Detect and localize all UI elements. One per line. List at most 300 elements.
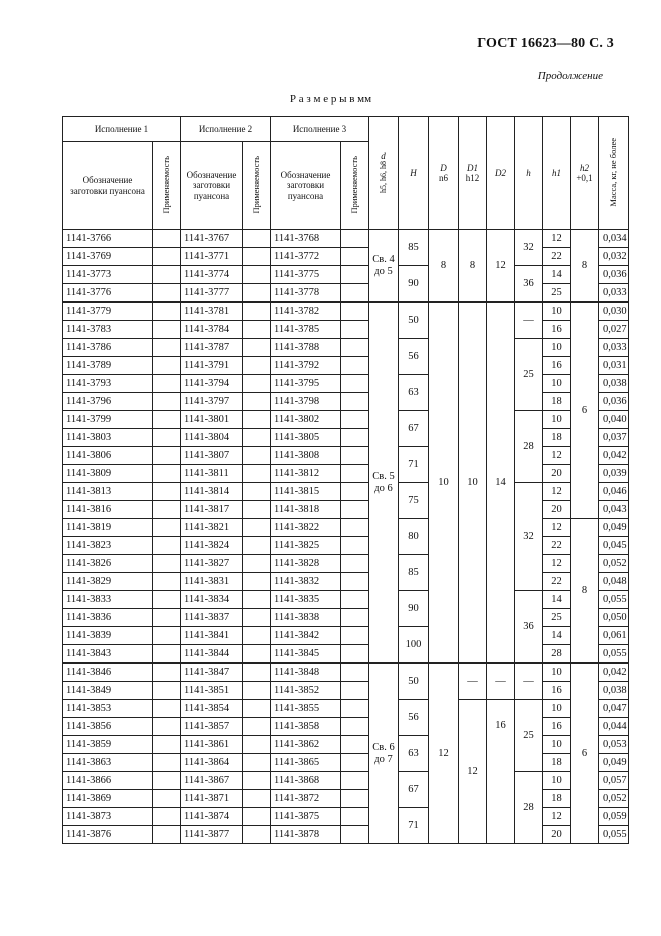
header-applicability-3 bbox=[341, 142, 369, 230]
cell-h1: 20 bbox=[543, 501, 571, 519]
table-row bbox=[63, 501, 629, 519]
cell-code-1: 1141-3796 bbox=[63, 393, 153, 411]
cell-h1: 10 bbox=[543, 411, 571, 429]
cell-applicability bbox=[153, 375, 181, 393]
header-h2-label: h2 bbox=[580, 162, 589, 173]
cell-mass: 0,052 bbox=[599, 555, 629, 573]
table-row bbox=[63, 447, 629, 465]
cell-H: 71 bbox=[399, 447, 429, 483]
header-execution-3: Исполнение 3 bbox=[271, 117, 369, 142]
cell-code-2: 1141-3834 bbox=[181, 591, 243, 609]
cell-mass: 0,042 bbox=[599, 663, 629, 682]
cell-code-2: 1141-3851 bbox=[181, 682, 243, 700]
cell-applicability bbox=[243, 790, 271, 808]
cell-code-2: 1141-3824 bbox=[181, 537, 243, 555]
cell-mass: 0,036 bbox=[599, 266, 629, 284]
cell-applicability bbox=[341, 555, 369, 573]
cell-code-2: 1141-3837 bbox=[181, 609, 243, 627]
cell-applicability bbox=[153, 573, 181, 591]
cell-h1: 20 bbox=[543, 465, 571, 483]
cell-H: 56 bbox=[399, 700, 429, 736]
cell-mass: 0,049 bbox=[599, 519, 629, 537]
table-row bbox=[63, 519, 629, 537]
cell-applicability bbox=[243, 447, 271, 465]
cell-applicability bbox=[341, 266, 369, 284]
cell-h1: 16 bbox=[543, 682, 571, 700]
cell-applicability bbox=[243, 555, 271, 573]
cell-applicability bbox=[341, 754, 369, 772]
cell-h1: 10 bbox=[543, 339, 571, 357]
cell-H: 100 bbox=[399, 627, 429, 664]
cell-mass: 0,027 bbox=[599, 321, 629, 339]
table-row bbox=[63, 645, 629, 664]
table-row bbox=[63, 591, 629, 609]
cell-h1: 10 bbox=[543, 772, 571, 790]
cell-applicability bbox=[341, 411, 369, 429]
table-row bbox=[63, 808, 629, 826]
cell-h1: 12 bbox=[543, 447, 571, 465]
header-D bbox=[429, 117, 459, 230]
cell-mass: 0,049 bbox=[599, 754, 629, 772]
cell-mass: 0,037 bbox=[599, 429, 629, 447]
cell-applicability bbox=[243, 465, 271, 483]
cell-applicability bbox=[153, 627, 181, 645]
cell-code-3: 1141-3845 bbox=[271, 645, 341, 664]
cell-applicability bbox=[153, 248, 181, 266]
cell-mass: 0,036 bbox=[599, 393, 629, 411]
cell-h: — bbox=[515, 663, 543, 700]
continuation-label: Продолжение bbox=[537, 70, 603, 82]
cell-H: 80 bbox=[399, 519, 429, 555]
cell-code-3: 1141-3812 bbox=[271, 465, 341, 483]
header-applicability-1-label: Применяемость bbox=[160, 155, 171, 214]
cell-D2: 14 bbox=[487, 302, 515, 663]
cell-D2: 16 bbox=[487, 700, 515, 844]
cell-code-2: 1141-3861 bbox=[181, 736, 243, 754]
cell-code-3: 1141-3828 bbox=[271, 555, 341, 573]
cell-H: 50 bbox=[399, 302, 429, 339]
cell-h2: 8 bbox=[571, 519, 599, 664]
cell-H: 56 bbox=[399, 339, 429, 375]
cell-code-1: 1141-3869 bbox=[63, 790, 153, 808]
header-execution-2: Исполнение 2 bbox=[181, 117, 271, 142]
cell-h1: 22 bbox=[543, 573, 571, 591]
cell-H: 85 bbox=[399, 230, 429, 266]
table-row bbox=[63, 682, 629, 700]
cell-applicability bbox=[153, 501, 181, 519]
table-row bbox=[63, 375, 629, 393]
cell-h1: 25 bbox=[543, 284, 571, 303]
table-row bbox=[63, 772, 629, 790]
cell-code-1: 1141-3809 bbox=[63, 465, 153, 483]
cell-h: 36 bbox=[515, 591, 543, 664]
cell-h1: 18 bbox=[543, 429, 571, 447]
cell-applicability bbox=[153, 266, 181, 284]
header-D2: D2 bbox=[487, 117, 515, 230]
cell-H: 71 bbox=[399, 808, 429, 844]
cell-applicability bbox=[341, 465, 369, 483]
cell-applicability bbox=[153, 411, 181, 429]
header-execution-1: Исполнение 1 bbox=[63, 117, 181, 142]
header-designation-1: Обозначение заготовки пуансона bbox=[63, 142, 153, 230]
cell-code-2: 1141-3801 bbox=[181, 411, 243, 429]
cell-code-3: 1141-3855 bbox=[271, 700, 341, 718]
cell-code-1: 1141-3859 bbox=[63, 736, 153, 754]
cell-code-1: 1141-3766 bbox=[63, 230, 153, 248]
cell-applicability bbox=[243, 321, 271, 339]
cell-code-1: 1141-3776 bbox=[63, 284, 153, 303]
cell-applicability bbox=[153, 700, 181, 718]
cell-h1: 28 bbox=[543, 645, 571, 664]
cell-h1: 16 bbox=[543, 718, 571, 736]
cell-applicability bbox=[341, 826, 369, 844]
cell-code-2: 1141-3874 bbox=[181, 808, 243, 826]
cell-applicability bbox=[341, 645, 369, 664]
cell-code-3: 1141-3838 bbox=[271, 609, 341, 627]
cell-H: 90 bbox=[399, 266, 429, 303]
cell-h1: 18 bbox=[543, 790, 571, 808]
cell-applicability bbox=[153, 447, 181, 465]
header-designation-2: Обозначение заготовки пуансона bbox=[181, 142, 243, 230]
cell-h: — bbox=[515, 302, 543, 339]
cell-mass: 0,044 bbox=[599, 718, 629, 736]
table-row bbox=[63, 266, 629, 284]
cell-applicability bbox=[153, 718, 181, 736]
cell-h1: 10 bbox=[543, 700, 571, 718]
cell-code-2: 1141-3804 bbox=[181, 429, 243, 447]
cell-applicability bbox=[341, 790, 369, 808]
cell-mass: 0,048 bbox=[599, 573, 629, 591]
cell-code-1: 1141-3819 bbox=[63, 519, 153, 537]
cell-code-2: 1141-3794 bbox=[181, 375, 243, 393]
cell-mass: 0,033 bbox=[599, 339, 629, 357]
cell-code-1: 1141-3856 bbox=[63, 718, 153, 736]
table-row bbox=[63, 609, 629, 627]
cell-code-3: 1141-3862 bbox=[271, 736, 341, 754]
cell-applicability bbox=[153, 393, 181, 411]
cell-h: 32 bbox=[515, 483, 543, 591]
cell-code-2: 1141-3777 bbox=[181, 284, 243, 303]
header-applicability-1 bbox=[153, 142, 181, 230]
header-H: H bbox=[399, 117, 429, 230]
cell-D2: 12 bbox=[487, 230, 515, 303]
cell-applicability bbox=[341, 429, 369, 447]
cell-h1: 20 bbox=[543, 826, 571, 844]
table-row bbox=[63, 357, 629, 375]
cell-H: 63 bbox=[399, 736, 429, 772]
cell-h2: 8 bbox=[571, 230, 599, 303]
cell-h2: 6 bbox=[571, 302, 599, 519]
cell-applicability bbox=[243, 537, 271, 555]
cell-code-3: 1141-3792 bbox=[271, 357, 341, 375]
cell-H: 90 bbox=[399, 591, 429, 627]
cell-applicability bbox=[153, 790, 181, 808]
cell-applicability bbox=[243, 284, 271, 303]
cell-code-3: 1141-3818 bbox=[271, 501, 341, 519]
cell-applicability bbox=[341, 321, 369, 339]
cell-code-2: 1141-3814 bbox=[181, 483, 243, 501]
cell-code-3: 1141-3808 bbox=[271, 447, 341, 465]
cell-code-3: 1141-3868 bbox=[271, 772, 341, 790]
cell-applicability bbox=[153, 321, 181, 339]
table-row bbox=[63, 230, 629, 248]
cell-applicability bbox=[153, 609, 181, 627]
cell-code-3: 1141-3772 bbox=[271, 248, 341, 266]
cell-h1: 12 bbox=[543, 555, 571, 573]
cell-applicability bbox=[243, 357, 271, 375]
cell-applicability bbox=[243, 718, 271, 736]
cell-applicability bbox=[341, 483, 369, 501]
cell-mass: 0,033 bbox=[599, 284, 629, 303]
table-row bbox=[63, 718, 629, 736]
table-row bbox=[63, 573, 629, 591]
cell-code-1: 1141-3836 bbox=[63, 609, 153, 627]
table-row bbox=[63, 826, 629, 844]
cell-D: 12 bbox=[429, 663, 459, 844]
cell-code-2: 1141-3781 bbox=[181, 302, 243, 321]
cell-mass: 0,032 bbox=[599, 248, 629, 266]
cell-H: 50 bbox=[399, 663, 429, 700]
cell-code-3: 1141-3858 bbox=[271, 718, 341, 736]
cell-mass: 0,059 bbox=[599, 808, 629, 826]
cell-H: 63 bbox=[399, 375, 429, 411]
cell-code-1: 1141-3793 bbox=[63, 375, 153, 393]
cell-mass: 0,038 bbox=[599, 375, 629, 393]
cell-h1: 16 bbox=[543, 321, 571, 339]
cell-h1: 18 bbox=[543, 754, 571, 772]
header-h: h bbox=[515, 117, 543, 230]
cell-h1: 25 bbox=[543, 609, 571, 627]
cell-applicability bbox=[243, 411, 271, 429]
table-row bbox=[63, 248, 629, 266]
cell-applicability bbox=[153, 736, 181, 754]
cell-applicability bbox=[153, 682, 181, 700]
cell-code-1: 1141-3803 bbox=[63, 429, 153, 447]
cell-applicability bbox=[341, 447, 369, 465]
cell-h1: 10 bbox=[543, 302, 571, 321]
cell-H: 67 bbox=[399, 772, 429, 808]
header-h2-tolerance: +0,1 bbox=[576, 173, 593, 183]
cell-applicability bbox=[153, 284, 181, 303]
cell-applicability bbox=[243, 519, 271, 537]
cell-code-2: 1141-3774 bbox=[181, 266, 243, 284]
cell-mass: 0,050 bbox=[599, 609, 629, 627]
header-d bbox=[369, 117, 399, 230]
table-row bbox=[63, 736, 629, 754]
cell-mass: 0,045 bbox=[599, 537, 629, 555]
cell-h: 32 bbox=[515, 230, 543, 266]
cell-mass: 0,055 bbox=[599, 645, 629, 664]
cell-code-2: 1141-3817 bbox=[181, 501, 243, 519]
cell-h: 25 bbox=[515, 700, 543, 772]
header-mass-label: Масса, кг, не более bbox=[607, 137, 618, 207]
cell-applicability bbox=[243, 483, 271, 501]
cell-code-3: 1141-3795 bbox=[271, 375, 341, 393]
cell-h1: 14 bbox=[543, 591, 571, 609]
cell-code-3: 1141-3775 bbox=[271, 266, 341, 284]
cell-applicability bbox=[341, 284, 369, 303]
cell-applicability bbox=[243, 700, 271, 718]
cell-code-3: 1141-3788 bbox=[271, 339, 341, 357]
cell-code-2: 1141-3871 bbox=[181, 790, 243, 808]
cell-code-1: 1141-3853 bbox=[63, 700, 153, 718]
cell-code-2: 1141-3807 bbox=[181, 447, 243, 465]
cell-code-2: 1141-3811 bbox=[181, 465, 243, 483]
cell-D: 8 bbox=[429, 230, 459, 303]
cell-code-1: 1141-3806 bbox=[63, 447, 153, 465]
cell-applicability bbox=[341, 627, 369, 645]
cell-code-1: 1141-3843 bbox=[63, 645, 153, 664]
cell-d: Св. 6 до 7 bbox=[369, 663, 399, 844]
cell-applicability bbox=[243, 736, 271, 754]
cell-applicability bbox=[243, 429, 271, 447]
cell-code-1: 1141-3813 bbox=[63, 483, 153, 501]
cell-code-1: 1141-3816 bbox=[63, 501, 153, 519]
header-applicability-2-label: Применяемость bbox=[250, 155, 261, 214]
cell-applicability bbox=[243, 230, 271, 248]
cell-applicability bbox=[341, 682, 369, 700]
cell-applicability bbox=[153, 230, 181, 248]
cell-d: Св. 4 до 5 bbox=[369, 230, 399, 303]
cell-code-2: 1141-3821 bbox=[181, 519, 243, 537]
cell-mass: 0,034 bbox=[599, 230, 629, 248]
cell-code-3: 1141-3835 bbox=[271, 591, 341, 609]
table-row bbox=[63, 700, 629, 718]
cell-applicability bbox=[243, 266, 271, 284]
table-row bbox=[63, 537, 629, 555]
cell-applicability bbox=[153, 339, 181, 357]
cell-code-2: 1141-3867 bbox=[181, 772, 243, 790]
cell-D1: 10 bbox=[459, 302, 487, 663]
cell-code-2: 1141-3857 bbox=[181, 718, 243, 736]
cell-applicability bbox=[153, 429, 181, 447]
cell-code-2: 1141-3827 bbox=[181, 555, 243, 573]
cell-applicability bbox=[153, 663, 181, 682]
cell-D1: 8 bbox=[459, 230, 487, 303]
cell-mass: 0,031 bbox=[599, 357, 629, 375]
cell-H: 67 bbox=[399, 411, 429, 447]
cell-mass: 0,038 bbox=[599, 682, 629, 700]
table-row bbox=[63, 321, 629, 339]
table-row bbox=[63, 555, 629, 573]
cell-code-1: 1141-3833 bbox=[63, 591, 153, 609]
cell-mass: 0,030 bbox=[599, 302, 629, 321]
cell-D1: — bbox=[459, 663, 487, 700]
cell-applicability bbox=[243, 772, 271, 790]
header-D1-tolerance: h12 bbox=[465, 173, 480, 183]
cell-code-2: 1141-3841 bbox=[181, 627, 243, 645]
cell-applicability bbox=[341, 573, 369, 591]
cell-code-1: 1141-3846 bbox=[63, 663, 153, 682]
cell-code-1: 1141-3826 bbox=[63, 555, 153, 573]
header-applicability-3-label: Применяемость bbox=[348, 155, 359, 214]
cell-code-1: 1141-3773 bbox=[63, 266, 153, 284]
cell-applicability bbox=[153, 555, 181, 573]
cell-code-3: 1141-3822 bbox=[271, 519, 341, 537]
cell-applicability bbox=[341, 357, 369, 375]
table-row bbox=[63, 483, 629, 501]
cell-mass: 0,061 bbox=[599, 627, 629, 645]
cell-mass: 0,042 bbox=[599, 447, 629, 465]
cell-D: 10 bbox=[429, 302, 459, 663]
cell-code-1: 1141-3839 bbox=[63, 627, 153, 645]
cell-applicability bbox=[341, 248, 369, 266]
cell-code-1: 1141-3876 bbox=[63, 826, 153, 844]
cell-applicability bbox=[153, 302, 181, 321]
cell-code-1: 1141-3786 bbox=[63, 339, 153, 357]
cell-code-3: 1141-3825 bbox=[271, 537, 341, 555]
table-row bbox=[63, 429, 629, 447]
cell-H: 75 bbox=[399, 483, 429, 519]
table-row bbox=[63, 790, 629, 808]
header-h1: h1 bbox=[543, 117, 571, 230]
cell-code-3: 1141-3878 bbox=[271, 826, 341, 844]
cell-applicability bbox=[153, 519, 181, 537]
cell-applicability bbox=[341, 375, 369, 393]
cell-applicability bbox=[243, 375, 271, 393]
cell-mass: 0,040 bbox=[599, 411, 629, 429]
cell-code-3: 1141-3815 bbox=[271, 483, 341, 501]
cell-applicability bbox=[153, 645, 181, 664]
cell-applicability bbox=[341, 230, 369, 248]
cell-applicability bbox=[243, 682, 271, 700]
cell-applicability bbox=[243, 609, 271, 627]
cell-code-2: 1141-3771 bbox=[181, 248, 243, 266]
cell-H: 85 bbox=[399, 555, 429, 591]
cell-applicability bbox=[341, 519, 369, 537]
cell-code-2: 1141-3791 bbox=[181, 357, 243, 375]
cell-applicability bbox=[341, 339, 369, 357]
cell-h1: 14 bbox=[543, 266, 571, 284]
cell-code-1: 1141-3783 bbox=[63, 321, 153, 339]
cell-h1: 12 bbox=[543, 519, 571, 537]
cell-mass: 0,055 bbox=[599, 591, 629, 609]
table-row bbox=[63, 754, 629, 772]
table-row bbox=[63, 339, 629, 357]
cell-code-1: 1141-3769 bbox=[63, 248, 153, 266]
cell-code-1: 1141-3873 bbox=[63, 808, 153, 826]
cell-h: 28 bbox=[515, 411, 543, 483]
table-row bbox=[63, 627, 629, 645]
cell-applicability bbox=[341, 736, 369, 754]
cell-code-3: 1141-3842 bbox=[271, 627, 341, 645]
cell-applicability bbox=[341, 609, 369, 627]
cell-applicability bbox=[341, 302, 369, 321]
cell-applicability bbox=[153, 465, 181, 483]
cell-applicability bbox=[153, 772, 181, 790]
cell-h1: 18 bbox=[543, 393, 571, 411]
cell-applicability bbox=[341, 501, 369, 519]
header-d-tolerance: h5, h6, h8 bbox=[378, 161, 388, 193]
cell-h2: 6 bbox=[571, 663, 599, 844]
cell-applicability bbox=[243, 501, 271, 519]
cell-code-2: 1141-3831 bbox=[181, 573, 243, 591]
table-row bbox=[63, 411, 629, 429]
header-D1 bbox=[459, 117, 487, 230]
cell-d: Св. 5 до 6 bbox=[369, 302, 399, 663]
cell-applicability bbox=[243, 248, 271, 266]
cell-code-1: 1141-3823 bbox=[63, 537, 153, 555]
cell-applicability bbox=[153, 591, 181, 609]
cell-code-3: 1141-3848 bbox=[271, 663, 341, 682]
cell-code-3: 1141-3768 bbox=[271, 230, 341, 248]
cell-applicability bbox=[243, 573, 271, 591]
page-header: ГОСТ 16623—80 С. 3 bbox=[477, 36, 614, 51]
cell-applicability bbox=[153, 357, 181, 375]
cell-applicability bbox=[153, 826, 181, 844]
cell-code-2: 1141-3787 bbox=[181, 339, 243, 357]
cell-applicability bbox=[341, 772, 369, 790]
